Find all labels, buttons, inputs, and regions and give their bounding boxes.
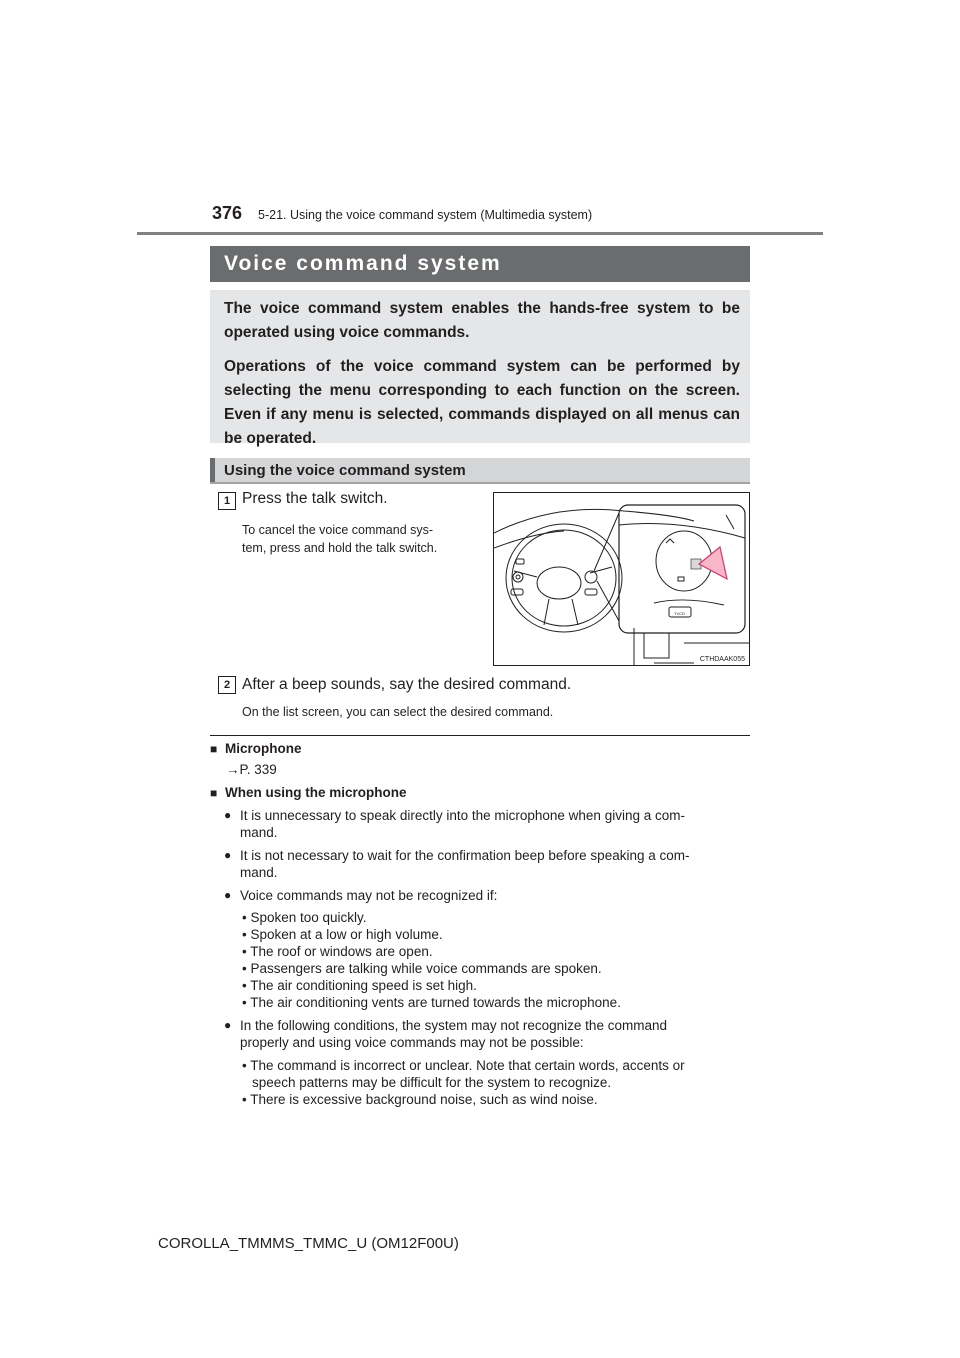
header-rule [137,232,823,235]
circle-bullet-icon: ● [224,1018,232,1032]
section-divider [210,735,750,736]
step-1-note-line-2: tem, press and hold the talk switch. [242,541,438,555]
section-heading: 5-21. Using the voice command system (Multimedia system) [258,208,593,222]
subheading-text: Using the voice command system [224,462,466,479]
page-number: 376 [212,203,243,223]
bullet-4-line-2: properly and using voice commands may not be possible: [240,1035,584,1050]
step-1-text: Press the talk switch. [242,490,388,507]
step-2-text: After a beep sounds, say the desired command. [242,676,572,693]
square-bullet-icon: ■ [210,786,218,800]
sub-bullet: • Spoken at a low or high volume. [242,927,443,942]
sub-bullet: • There is excessive background noise, such as wind noise. [242,1092,598,1107]
bullet-2-line-1: It is not necessary to wait for the confirmation beep before speaking a com- [240,848,690,863]
circle-bullet-icon: ● [224,808,232,822]
page-title: Voice command system [224,252,502,275]
sub-bullet: • The air conditioning vents are turned towards the microphone. [242,995,621,1010]
sub-bullet-continuation: speech patterns may be difficult for the system to recognize. [252,1075,612,1090]
footer-doc-id: COROLLA_TMMMS_TMMC_U (OM12F00U) [158,1235,459,1252]
using-mic-heading: When using the microphone [225,785,407,800]
step-1-note-line-1: To cancel the voice command sys- [242,523,434,537]
sub-bullet: • Spoken too quickly. [242,910,367,925]
bullet-3: Voice commands may not be recognized if: [240,888,498,903]
title-bar [210,246,750,282]
sub-bullet: • The roof or windows are open. [242,944,433,959]
step-2-note: On the list screen, you can select the desired command. [242,705,554,719]
sub-bullet: • The command is incorrect or unclear. Note that certain words, accents or [242,1058,685,1073]
intro-paragraph-2: Operations of the voice command system can be performed by selecting the menu corresponding to each function on the screen. Even if any menu is selected, commands displayed on all menus can be operated. [224,358,740,447]
bullet-1-line-2: mand. [240,825,278,840]
pointer-arrow-icon [699,547,727,579]
step-1-number: 1 [218,492,236,510]
steering-wheel-illustration [493,492,750,666]
step-2-number: 2 [218,676,236,694]
bullet-1-line-1: It is unnecessary to speak directly into the microphone when giving a com- [240,808,685,823]
circle-bullet-icon: ● [224,888,232,902]
subheading-bar [210,458,750,484]
microphone-page-ref[interactable]: →P. 339 [226,762,277,777]
intro-box [210,290,750,447]
svg-text:TVCD: TVCD [674,611,685,616]
bullet-4-line-1: In the following conditions, the system may not recognize the command [240,1018,667,1033]
sub-bullet: • Passengers are talking while voice commands are spoken. [242,961,602,976]
intro-paragraph-1: The voice command system enables the hands-free system to be operated using voice commands. [224,300,740,341]
square-bullet-icon: ■ [210,742,218,756]
bullet-2-line-2: mand. [240,865,278,880]
steering-wheel-svg [494,493,750,666]
microphone-heading: Microphone [225,741,302,756]
circle-bullet-icon: ● [224,848,232,862]
sub-bullet: • The air conditioning speed is set high. [242,978,477,993]
subheading-accent [210,458,215,482]
figure-code: CTHDAAK055 [699,656,745,663]
